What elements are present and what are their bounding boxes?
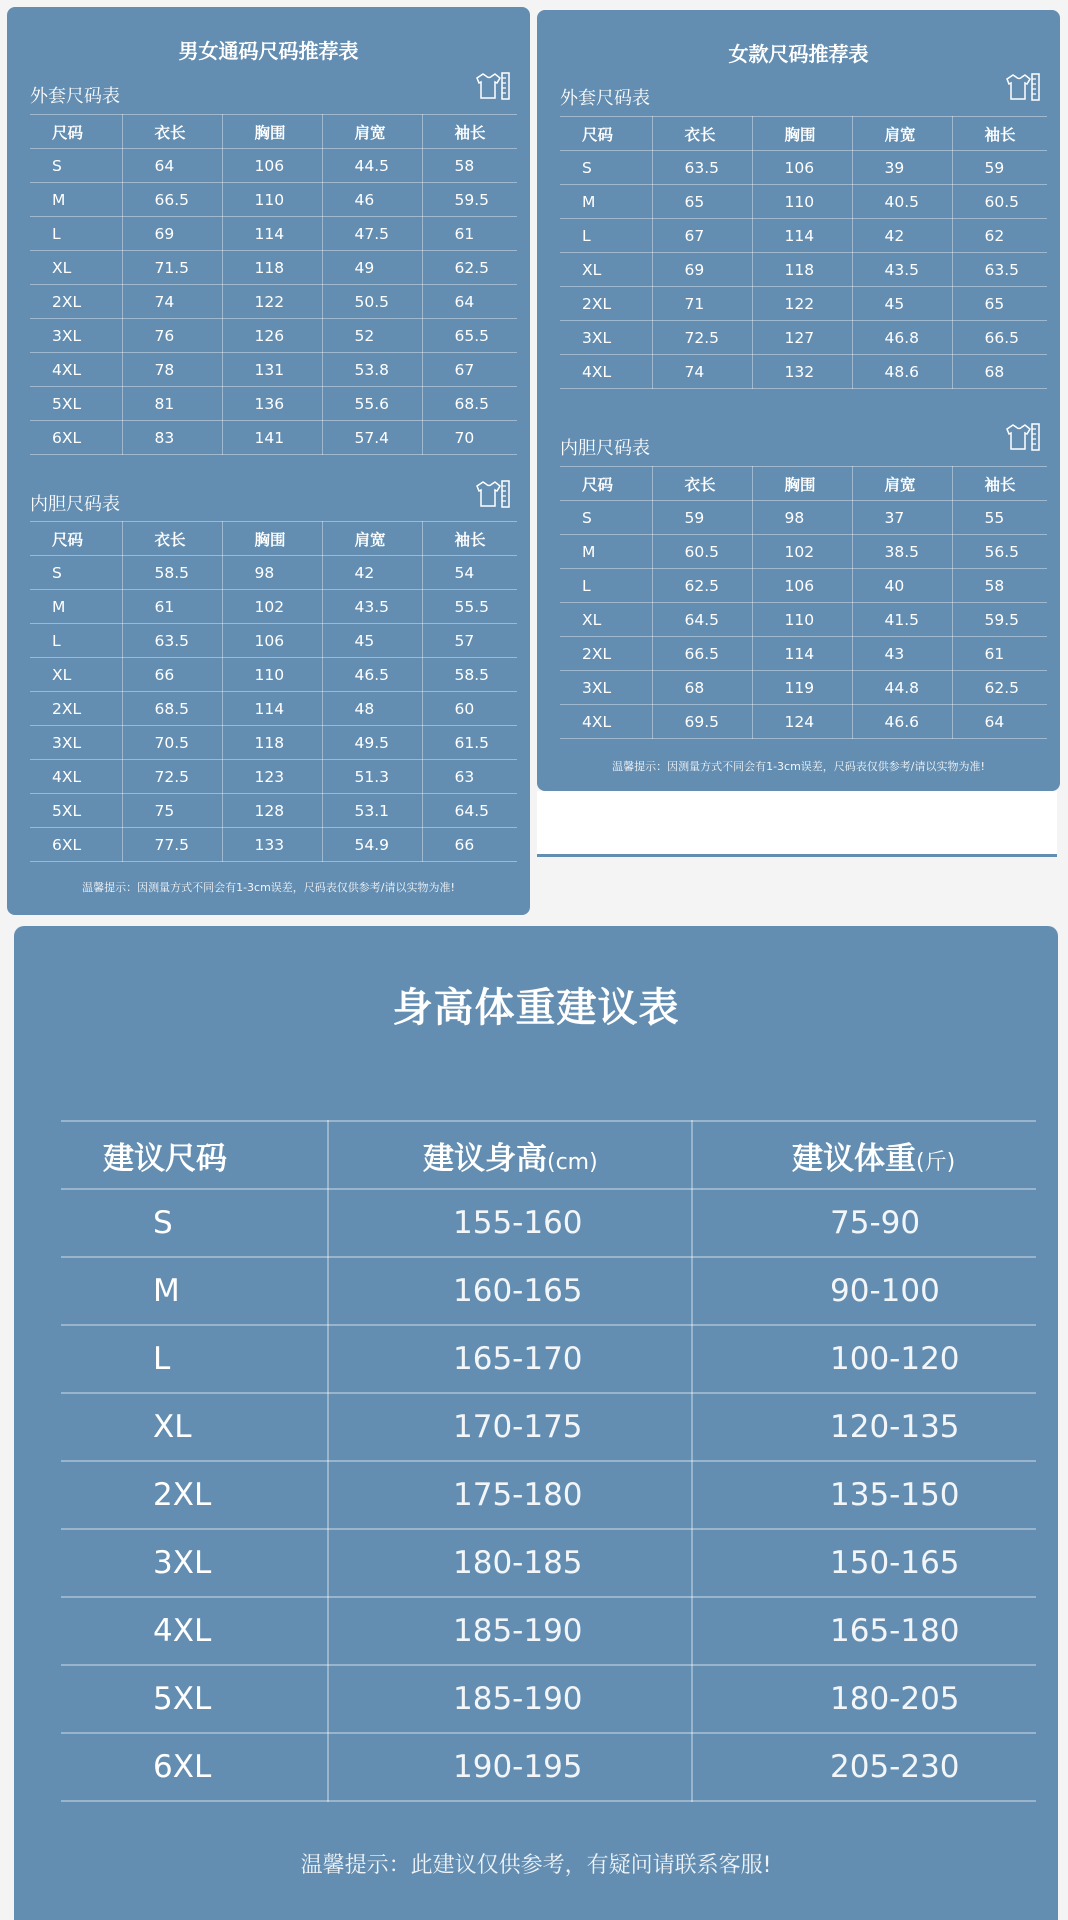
table-cell: 66 xyxy=(122,658,222,692)
table-cell: 58.5 xyxy=(422,658,517,692)
column-header: 尺码 xyxy=(30,115,122,149)
table-row xyxy=(560,355,1047,389)
table-cell: 47.5 xyxy=(322,217,422,251)
table-row xyxy=(30,726,517,760)
table-cell: 141 xyxy=(222,421,322,455)
size-cell: M xyxy=(61,1257,328,1325)
table-cell: 59.5 xyxy=(952,603,1047,637)
table-row xyxy=(560,185,1047,219)
table-cell: 54.9 xyxy=(322,828,422,862)
table-cell: 68.5 xyxy=(122,692,222,726)
table-cell: 66 xyxy=(422,828,517,862)
weight-cell: 205-230 xyxy=(692,1733,1036,1801)
men-outer-table xyxy=(30,114,517,455)
header-height: 建议身高(cm) xyxy=(328,1121,692,1189)
table-cell: M xyxy=(30,183,122,217)
size-cell: XL xyxy=(61,1393,328,1461)
table-cell: 65.5 xyxy=(422,319,517,353)
table-header-row xyxy=(61,1121,1036,1189)
table-cell: 118 xyxy=(222,251,322,285)
table-cell: 40.5 xyxy=(852,185,952,219)
table-cell: 61 xyxy=(122,590,222,624)
table-cell: 110 xyxy=(222,183,322,217)
table-cell: S xyxy=(30,149,122,183)
column-header: 袖长 xyxy=(952,117,1047,151)
table-cell: 62 xyxy=(952,219,1047,253)
table-cell: 81 xyxy=(122,387,222,421)
table-cell: 53.1 xyxy=(322,794,422,828)
table-cell: XL xyxy=(30,251,122,285)
outer-section-title: 外套尺码表 xyxy=(560,88,650,109)
table-row xyxy=(30,149,517,183)
table-cell: 68 xyxy=(652,671,752,705)
table-cell: 4XL xyxy=(560,705,652,739)
table-cell: 45 xyxy=(852,287,952,321)
table-row xyxy=(560,535,1047,569)
table-cell: 59 xyxy=(652,501,752,535)
table-cell: 4XL xyxy=(30,353,122,387)
shirt-ruler-icon xyxy=(1003,72,1041,102)
table-cell: 46 xyxy=(322,183,422,217)
size-cell: 6XL xyxy=(61,1733,328,1801)
table-cell: S xyxy=(560,501,652,535)
table-cell: 60.5 xyxy=(952,185,1047,219)
inner-section-title: 内胆尺码表 xyxy=(30,494,120,515)
column-header: 袖长 xyxy=(952,467,1047,501)
table-cell: 76 xyxy=(122,319,222,353)
table-cell: 128 xyxy=(222,794,322,828)
table-cell: 114 xyxy=(752,637,852,671)
table-cell: 61 xyxy=(952,637,1047,671)
table-row xyxy=(30,828,517,862)
table-row xyxy=(61,1597,1036,1665)
table-cell: 131 xyxy=(222,353,322,387)
table-cell: 3XL xyxy=(560,321,652,355)
table-cell: 4XL xyxy=(560,355,652,389)
table-row xyxy=(30,353,517,387)
blank-area xyxy=(537,791,1057,857)
column-header: 肩宽 xyxy=(852,467,952,501)
table-cell: 102 xyxy=(222,590,322,624)
height-cell: 175-180 xyxy=(328,1461,692,1529)
table-cell: 69 xyxy=(652,253,752,287)
table-cell: 114 xyxy=(222,217,322,251)
table-cell: 52 xyxy=(322,319,422,353)
table-cell: 44.5 xyxy=(322,149,422,183)
table-row xyxy=(560,253,1047,287)
table-cell: 106 xyxy=(752,151,852,185)
table-cell: 106 xyxy=(222,149,322,183)
table-cell: 68.5 xyxy=(422,387,517,421)
table-cell: 41.5 xyxy=(852,603,952,637)
table-cell: 122 xyxy=(752,287,852,321)
table-cell: 2XL xyxy=(30,285,122,319)
table-cell: 74 xyxy=(122,285,222,319)
table-row xyxy=(560,603,1047,637)
table-header-row xyxy=(30,115,517,149)
table-cell: 136 xyxy=(222,387,322,421)
weight-cell: 100-120 xyxy=(692,1325,1036,1393)
table-cell: 122 xyxy=(222,285,322,319)
size-cell: 2XL xyxy=(61,1461,328,1529)
table-cell: 60.5 xyxy=(652,535,752,569)
table-row xyxy=(30,319,517,353)
table-cell: 58 xyxy=(422,149,517,183)
table-cell: 62.5 xyxy=(422,251,517,285)
weight-cell: 165-180 xyxy=(692,1597,1036,1665)
size-cell: 3XL xyxy=(61,1529,328,1597)
table-cell: 57.4 xyxy=(322,421,422,455)
table-cell: 64 xyxy=(952,705,1047,739)
measurement-note: 温馨提示：因测量方式不同会有1-3cm误差，尺码表仅供参考/请以实物为准! xyxy=(612,760,985,773)
height-cell: 160-165 xyxy=(328,1257,692,1325)
weight-cell: 150-165 xyxy=(692,1529,1036,1597)
table-cell: 66.5 xyxy=(122,183,222,217)
table-cell: 66.5 xyxy=(652,637,752,671)
table-cell: 53.8 xyxy=(322,353,422,387)
table-row xyxy=(560,501,1047,535)
table-row xyxy=(30,387,517,421)
table-cell: 55 xyxy=(952,501,1047,535)
table-cell: 58.5 xyxy=(122,556,222,590)
table-cell: 5XL xyxy=(30,794,122,828)
height-weight-card xyxy=(14,926,1058,1920)
height-weight-table xyxy=(61,1120,1036,1802)
table-row xyxy=(30,183,517,217)
table-row xyxy=(560,671,1047,705)
table-cell: 49.5 xyxy=(322,726,422,760)
table-cell: 133 xyxy=(222,828,322,862)
table-row xyxy=(560,637,1047,671)
table-cell: 64.5 xyxy=(422,794,517,828)
men-inner-table xyxy=(30,521,517,862)
weight-cell: 135-150 xyxy=(692,1461,1036,1529)
table-row xyxy=(560,151,1047,185)
table-header-row xyxy=(560,117,1047,151)
column-header: 肩宽 xyxy=(322,115,422,149)
table-cell: 50.5 xyxy=(322,285,422,319)
table-cell: 83 xyxy=(122,421,222,455)
size-cell: S xyxy=(61,1189,328,1257)
column-header: 尺码 xyxy=(560,117,652,151)
table-cell: 102 xyxy=(752,535,852,569)
table-row xyxy=(30,794,517,828)
column-header: 尺码 xyxy=(560,467,652,501)
column-header: 胸围 xyxy=(752,117,852,151)
table-cell: L xyxy=(560,219,652,253)
table-row xyxy=(560,219,1047,253)
table-cell: 114 xyxy=(222,692,322,726)
height-cell: 155-160 xyxy=(328,1189,692,1257)
table-cell: 65 xyxy=(952,287,1047,321)
table-cell: 44.8 xyxy=(852,671,952,705)
table-cell: 49 xyxy=(322,251,422,285)
height-cell: 190-195 xyxy=(328,1733,692,1801)
shirt-ruler-icon xyxy=(473,71,511,101)
table-cell: 124 xyxy=(752,705,852,739)
column-header: 胸围 xyxy=(222,522,322,556)
table-cell: 69 xyxy=(122,217,222,251)
table-row xyxy=(30,624,517,658)
table-cell: 63.5 xyxy=(122,624,222,658)
table-cell: 63 xyxy=(422,760,517,794)
table-cell: 66.5 xyxy=(952,321,1047,355)
women-size-card xyxy=(537,10,1060,791)
table-cell: 61 xyxy=(422,217,517,251)
table-cell: 110 xyxy=(752,603,852,637)
column-header: 胸围 xyxy=(222,115,322,149)
shirt-ruler-icon xyxy=(473,479,511,509)
table-cell: 63.5 xyxy=(952,253,1047,287)
table-cell: 59 xyxy=(952,151,1047,185)
table-row xyxy=(61,1733,1036,1801)
table-cell: 72.5 xyxy=(122,760,222,794)
table-cell: 110 xyxy=(752,185,852,219)
table-cell: 71 xyxy=(652,287,752,321)
table-cell: 55.5 xyxy=(422,590,517,624)
table-cell: 43.5 xyxy=(852,253,952,287)
table-cell: 39 xyxy=(852,151,952,185)
card-title: 女款尺码推荐表 xyxy=(728,42,869,66)
weight-cell: 75-90 xyxy=(692,1189,1036,1257)
table-cell: 75 xyxy=(122,794,222,828)
table-row xyxy=(30,692,517,726)
table-row xyxy=(30,658,517,692)
table-cell: 57 xyxy=(422,624,517,658)
table-cell: 70.5 xyxy=(122,726,222,760)
table-cell: 77.5 xyxy=(122,828,222,862)
table-cell: 42 xyxy=(322,556,422,590)
weight-cell: 90-100 xyxy=(692,1257,1036,1325)
table-cell: 46.6 xyxy=(852,705,952,739)
table-cell: 40 xyxy=(852,569,952,603)
table-cell: 106 xyxy=(752,569,852,603)
table-row xyxy=(61,1529,1036,1597)
women-outer-table xyxy=(560,116,1047,389)
table-row xyxy=(30,590,517,624)
table-row xyxy=(560,705,1047,739)
table-cell: S xyxy=(30,556,122,590)
table-cell: 63.5 xyxy=(652,151,752,185)
unisex-size-card xyxy=(7,7,530,915)
table-cell: 132 xyxy=(752,355,852,389)
table-cell: 58 xyxy=(952,569,1047,603)
column-header: 衣长 xyxy=(652,467,752,501)
table-row xyxy=(61,1461,1036,1529)
table-cell: M xyxy=(30,590,122,624)
table-cell: 71.5 xyxy=(122,251,222,285)
table-cell: 4XL xyxy=(30,760,122,794)
header-weight: 建议体重(斤) xyxy=(692,1121,1036,1189)
table-row xyxy=(61,1393,1036,1461)
table-header-row xyxy=(560,467,1047,501)
outer-section-title: 外套尺码表 xyxy=(30,86,120,107)
inner-section-title: 内胆尺码表 xyxy=(560,438,650,459)
table-cell: 3XL xyxy=(30,319,122,353)
table-cell: 38.5 xyxy=(852,535,952,569)
table-cell: 64 xyxy=(122,149,222,183)
size-cell: L xyxy=(61,1325,328,1393)
table-cell: 118 xyxy=(752,253,852,287)
table-row xyxy=(560,321,1047,355)
height-weight-note: 温馨提示：此建议仅供参考，有疑问请联系客服! xyxy=(300,1853,772,1878)
table-cell: 43.5 xyxy=(322,590,422,624)
table-cell: 62.5 xyxy=(652,569,752,603)
table-cell: 6XL xyxy=(30,421,122,455)
table-cell: 78 xyxy=(122,353,222,387)
table-cell: 37 xyxy=(852,501,952,535)
column-header: 衣长 xyxy=(652,117,752,151)
size-cell: 5XL xyxy=(61,1665,328,1733)
table-cell: 51.3 xyxy=(322,760,422,794)
table-row xyxy=(30,760,517,794)
table-header-row xyxy=(30,522,517,556)
table-row xyxy=(30,285,517,319)
table-cell: M xyxy=(560,535,652,569)
column-header: 肩宽 xyxy=(852,117,952,151)
column-header: 衣长 xyxy=(122,522,222,556)
table-cell: 3XL xyxy=(30,726,122,760)
table-cell: 5XL xyxy=(30,387,122,421)
column-header: 胸围 xyxy=(752,467,852,501)
card-title: 男女通码尺码推荐表 xyxy=(178,39,359,63)
table-cell: 64.5 xyxy=(652,603,752,637)
column-header: 衣长 xyxy=(122,115,222,149)
women-inner-table xyxy=(560,466,1047,739)
table-cell: 68 xyxy=(952,355,1047,389)
height-cell: 165-170 xyxy=(328,1325,692,1393)
table-cell: 3XL xyxy=(560,671,652,705)
table-cell: 67 xyxy=(652,219,752,253)
table-cell: 2XL xyxy=(560,287,652,321)
table-cell: 56.5 xyxy=(952,535,1047,569)
column-header: 肩宽 xyxy=(322,522,422,556)
table-cell: 59.5 xyxy=(422,183,517,217)
table-row xyxy=(30,421,517,455)
table-row xyxy=(30,556,517,590)
measurement-note: 温馨提示：因测量方式不同会有1-3cm误差，尺码表仅供参考/请以实物为准! xyxy=(82,881,455,894)
table-cell: L xyxy=(30,624,122,658)
table-cell: M xyxy=(560,185,652,219)
table-cell: 98 xyxy=(752,501,852,535)
table-cell: 48 xyxy=(322,692,422,726)
table-cell: 46.8 xyxy=(852,321,952,355)
table-cell: 118 xyxy=(222,726,322,760)
table-cell: 55.6 xyxy=(322,387,422,421)
table-cell: 60 xyxy=(422,692,517,726)
weight-cell: 180-205 xyxy=(692,1665,1036,1733)
table-cell: 54 xyxy=(422,556,517,590)
table-cell: 123 xyxy=(222,760,322,794)
table-cell: 43 xyxy=(852,637,952,671)
table-cell: XL xyxy=(560,603,652,637)
table-cell: 62.5 xyxy=(952,671,1047,705)
table-cell: 42 xyxy=(852,219,952,253)
table-row xyxy=(30,251,517,285)
size-cell: 4XL xyxy=(61,1597,328,1665)
table-cell: 70 xyxy=(422,421,517,455)
table-cell: XL xyxy=(30,658,122,692)
table-row xyxy=(30,217,517,251)
table-row xyxy=(61,1257,1036,1325)
table-cell: 65 xyxy=(652,185,752,219)
table-cell: 2XL xyxy=(30,692,122,726)
table-row xyxy=(61,1325,1036,1393)
height-cell: 180-185 xyxy=(328,1529,692,1597)
weight-cell: 120-135 xyxy=(692,1393,1036,1461)
table-cell: 98 xyxy=(222,556,322,590)
height-weight-title: 身高体重建议表 xyxy=(392,985,680,1031)
height-cell: 185-190 xyxy=(328,1597,692,1665)
table-cell: 61.5 xyxy=(422,726,517,760)
table-row xyxy=(61,1665,1036,1733)
table-cell: 119 xyxy=(752,671,852,705)
table-cell: 69.5 xyxy=(652,705,752,739)
header-size: 建议尺码 xyxy=(61,1121,328,1189)
height-cell: 185-190 xyxy=(328,1665,692,1733)
height-cell: 170-175 xyxy=(328,1393,692,1461)
table-cell: 67 xyxy=(422,353,517,387)
table-cell: 110 xyxy=(222,658,322,692)
column-header: 袖长 xyxy=(422,522,517,556)
table-cell: L xyxy=(30,217,122,251)
column-header: 袖长 xyxy=(422,115,517,149)
table-row xyxy=(560,569,1047,603)
table-cell: S xyxy=(560,151,652,185)
table-cell: 46.5 xyxy=(322,658,422,692)
table-cell: 126 xyxy=(222,319,322,353)
table-row xyxy=(61,1189,1036,1257)
table-cell: 72.5 xyxy=(652,321,752,355)
table-cell: 114 xyxy=(752,219,852,253)
table-cell: 45 xyxy=(322,624,422,658)
table-cell: 6XL xyxy=(30,828,122,862)
shirt-ruler-icon xyxy=(1003,422,1041,452)
table-cell: 64 xyxy=(422,285,517,319)
table-cell: 2XL xyxy=(560,637,652,671)
table-cell: 48.6 xyxy=(852,355,952,389)
table-cell: 74 xyxy=(652,355,752,389)
column-header: 尺码 xyxy=(30,522,122,556)
table-cell: XL xyxy=(560,253,652,287)
table-cell: L xyxy=(560,569,652,603)
table-cell: 127 xyxy=(752,321,852,355)
table-cell: 106 xyxy=(222,624,322,658)
table-row xyxy=(560,287,1047,321)
